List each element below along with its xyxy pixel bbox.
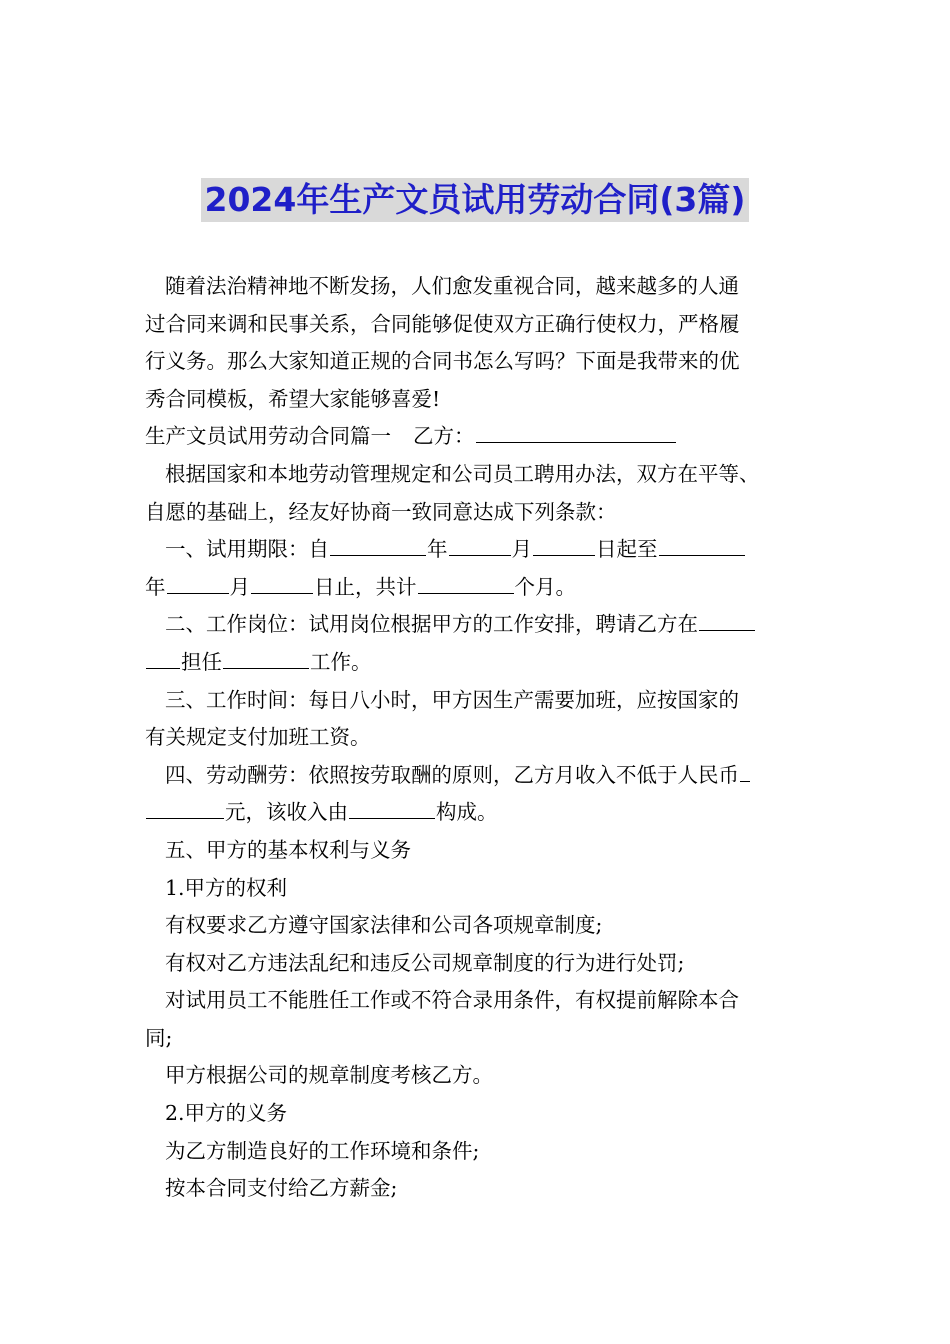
blank-field bbox=[146, 646, 180, 669]
title-container bbox=[0, 178, 950, 222]
blank-field bbox=[418, 571, 514, 594]
section-heading: 生产文员试用劳动合同篇一 bbox=[145, 424, 391, 449]
clause-1-text: 年 bbox=[427, 537, 448, 562]
blank-field bbox=[223, 646, 309, 669]
duties-heading: 2.甲方的义务 bbox=[165, 1101, 288, 1126]
party-b-blank bbox=[476, 421, 676, 444]
clause-4-text: 四、劳动酬劳：依照按劳取酬的原则，乙方月收入不低于人民币 bbox=[165, 762, 739, 787]
intro-line: 过合同来调和民事关系，合同能够促使双方正确行使权力，严格履 bbox=[145, 311, 740, 336]
clause-3-line: 有关规定支付加班工资。 bbox=[145, 725, 371, 750]
clause-1-text: 月 bbox=[229, 574, 250, 599]
blank-field bbox=[449, 534, 511, 557]
intro-line: 行义务。那么大家知道正规的合同书怎么写吗？下面是我带来的优 bbox=[145, 349, 740, 374]
rights-item: 有权要求乙方遵守国家法律和公司各项规章制度; bbox=[165, 913, 603, 938]
clause-1-text: 一、试用期限：自 bbox=[165, 537, 329, 562]
clause-4-line bbox=[145, 794, 815, 832]
clause-1-text: 日止，共计 bbox=[314, 574, 417, 599]
section-heading-line bbox=[145, 418, 815, 456]
clause-2-line bbox=[145, 644, 815, 682]
blank-field bbox=[533, 534, 595, 557]
document-title: 2024年生产文员试用劳动合同(3篇) bbox=[201, 178, 750, 222]
intro-line: 随着法治精神地不断发扬，人们愈发重视合同，越来越多的人通 bbox=[165, 274, 739, 298]
basis-line: 自愿的基础上，经友好协商一致同意达成下列条款： bbox=[145, 499, 617, 524]
party-b-label: 乙方： bbox=[413, 424, 475, 449]
clause-1-line bbox=[145, 531, 815, 569]
rights-item: 对试用员工不能胜任工作或不符合录用条件，有权提前解除本合 bbox=[165, 988, 739, 1013]
blank-field bbox=[251, 571, 313, 594]
clause-2-line bbox=[145, 606, 815, 644]
clause-5-heading: 五、甲方的基本权利与义务 bbox=[165, 837, 411, 862]
clause-4-text: 构成。 bbox=[436, 800, 498, 825]
rights-item: 甲方根据公司的规章制度考核乙方。 bbox=[165, 1063, 493, 1088]
clause-1-text: 年 bbox=[145, 574, 166, 599]
rights-item: 有权对乙方违法乱纪和违反公司规章制度的行为进行处罚; bbox=[165, 950, 685, 975]
blank-field bbox=[349, 797, 435, 820]
rights-heading: 1.甲方的权利 bbox=[165, 875, 288, 900]
clause-4-line bbox=[145, 757, 815, 795]
clause-2-text: 二、工作岗位：试用岗位根据甲方的工作安排，聘请乙方在 bbox=[165, 612, 698, 637]
clause-3-line: 三、工作时间：每日八小时，甲方因生产需要加班，应按国家的 bbox=[165, 687, 739, 712]
clause-1-line bbox=[145, 569, 815, 607]
basis-line: 根据国家和本地劳动管理规定和公司员工聘用办法，双方在平等、 bbox=[165, 461, 760, 486]
clause-2-text: 工作。 bbox=[310, 649, 372, 674]
blank-field bbox=[146, 797, 224, 820]
duties-item: 为乙方制造良好的工作环境和条件; bbox=[165, 1138, 480, 1163]
clause-1-text: 个月。 bbox=[514, 574, 576, 599]
blank-field bbox=[659, 534, 745, 557]
clause-1-text: 日起至 bbox=[596, 537, 658, 562]
clause-2-text: 担任 bbox=[181, 649, 222, 674]
blank-field bbox=[167, 571, 229, 594]
blank-field bbox=[699, 609, 755, 632]
rights-item: 同; bbox=[145, 1025, 173, 1050]
blank-field bbox=[330, 534, 426, 557]
clause-1-text: 月 bbox=[511, 537, 532, 562]
clause-4-text: 元，该收入由 bbox=[225, 800, 348, 825]
intro-line: 秀合同模板，希望大家能够喜爱! bbox=[145, 386, 441, 411]
blank-field bbox=[740, 759, 750, 782]
document-body bbox=[145, 268, 815, 1208]
duties-item: 按本合同支付给乙方薪金; bbox=[165, 1176, 398, 1201]
